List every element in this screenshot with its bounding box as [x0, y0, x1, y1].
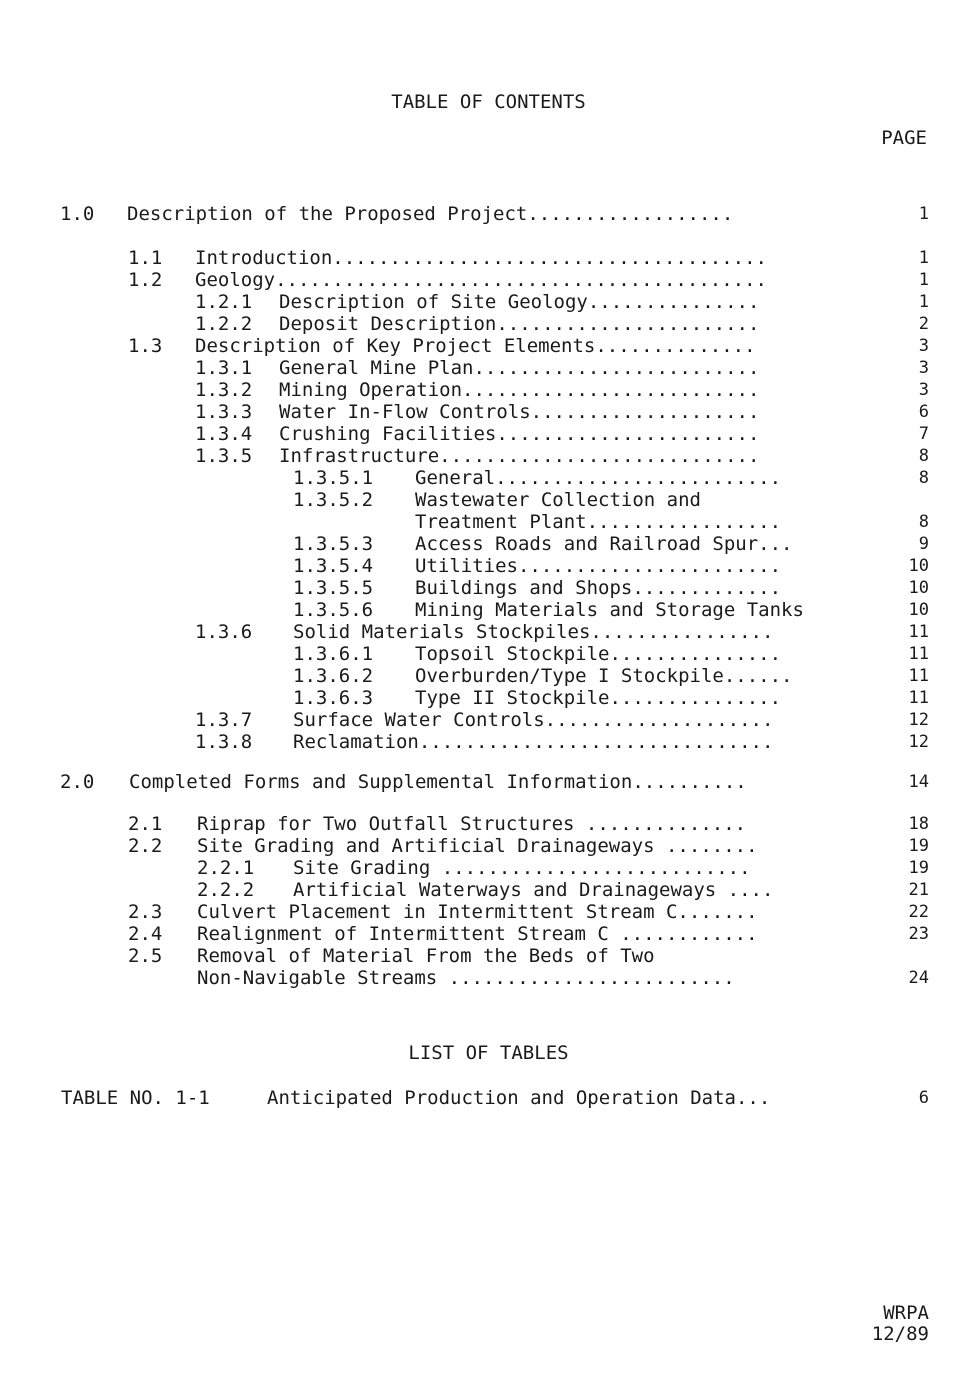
toc-entry	[0, 423, 977, 445]
toc-entry	[0, 945, 977, 967]
toc-entry-title: Riprap for Two Outfall Structures ..............	[197, 813, 747, 835]
toc-entry-page: 3	[918, 380, 929, 400]
toc-entry	[0, 401, 977, 423]
table-entry	[0, 1087, 977, 1109]
toc-entry-title: Site Grading ...........................	[293, 857, 751, 879]
toc-entry	[0, 511, 977, 533]
toc-entry-number: 1.3.5.6	[293, 599, 374, 621]
toc-entry-number: 2.2.2	[197, 879, 255, 901]
toc-entry-page: 2	[918, 314, 929, 334]
toc-entry-page: 1	[918, 292, 929, 312]
toc-entry	[0, 771, 977, 793]
toc-entry	[0, 445, 977, 467]
toc-entry-title: Geology...........................................	[195, 269, 767, 291]
toc-entry-number: 1.2.2	[195, 313, 253, 335]
toc-entry-page: 10	[908, 556, 929, 576]
toc-entry	[0, 709, 977, 731]
table-entry-page: 6	[918, 1088, 929, 1108]
toc-entry-number: 1.3.3	[195, 401, 253, 423]
toc-entry-title: Mining Materials and Storage Tanks	[415, 599, 804, 621]
toc-entry	[0, 901, 977, 923]
toc-entry-page: 24	[908, 968, 929, 988]
footer-date: 12/89	[871, 1323, 929, 1345]
toc-entry-number: 1.0	[60, 203, 95, 225]
toc-entry	[0, 665, 977, 687]
toc-entry	[0, 577, 977, 599]
toc-entry-number: 2.3	[128, 901, 163, 923]
toc-entry-number: 2.2.1	[197, 857, 255, 879]
toc-entry-title: Culvert Placement in Intermittent Stream C.......	[197, 901, 758, 923]
toc-entry	[0, 687, 977, 709]
page-column-header: PAGE	[881, 127, 927, 149]
toc-entry	[0, 357, 977, 379]
toc-entry-title: Removal of Material From the Beds of Two	[197, 945, 655, 967]
toc-entry-page: 3	[918, 358, 929, 378]
toc-entry-page: 1	[918, 204, 929, 224]
toc-entry	[0, 923, 977, 945]
toc-entry	[0, 489, 977, 511]
toc-entry	[0, 291, 977, 313]
toc-entry-number: 1.3.5.1	[293, 467, 374, 489]
toc-entry-number: 1.3.5.2	[293, 489, 374, 511]
toc-entry-page: 1	[918, 248, 929, 268]
toc-entry-number: 1.2.1	[195, 291, 253, 313]
toc-entry	[0, 621, 977, 643]
toc-entry-title: General Mine Plan.........................	[279, 357, 760, 379]
toc-entry-number: 1.3.5.5	[293, 577, 374, 599]
toc-entry	[0, 203, 977, 225]
toc-entry	[0, 467, 977, 489]
toc-entry	[0, 967, 977, 989]
toc-entry-title: Surface Water Controls....................	[293, 709, 774, 731]
toc-entry-number: 2.5	[128, 945, 163, 967]
toc-entry-number: 1.3.7	[195, 709, 253, 731]
toc-entry-page: 18	[908, 814, 929, 834]
toc-entry	[0, 313, 977, 335]
toc-entry-title: Treatment Plant.................	[415, 511, 782, 533]
toc-entry-page: 10	[908, 578, 929, 598]
toc-entry-number: 1.3.6.3	[293, 687, 374, 709]
toc-entry-number: 1.3.6.2	[293, 665, 374, 687]
toc-entry-page: 12	[908, 732, 929, 752]
toc-entry-title: General.........................	[415, 467, 782, 489]
toc-entry	[0, 533, 977, 555]
toc-entry	[0, 335, 977, 357]
toc-entry-number: 1.3.2	[195, 379, 253, 401]
toc-entry-title: Introduction......................................	[195, 247, 767, 269]
table-entry-label: TABLE NO. 1-1	[61, 1087, 210, 1109]
toc-entry-number: 1.3	[128, 335, 163, 357]
toc-entry-number: 1.3.8	[195, 731, 253, 753]
toc-entry	[0, 813, 977, 835]
toc-entry-number: 2.1	[128, 813, 163, 835]
toc-entry	[0, 835, 977, 857]
toc-entry-number: 1.1	[128, 247, 163, 269]
toc-entry-number: 1.3.6.1	[293, 643, 374, 665]
toc-entry-page: 7	[918, 424, 929, 444]
toc-entry-title: Access Roads and Railroad Spur...	[415, 533, 793, 555]
toc-entry-number: 2.4	[128, 923, 163, 945]
toc-entry-title: Reclamation...............................	[293, 731, 774, 753]
toc-entry-title: Overburden/Type I Stockpile......	[415, 665, 793, 687]
toc-entry	[0, 731, 977, 753]
toc-entry-page: 12	[908, 710, 929, 730]
toc-entry-title: Non-Navigable Streams .........................	[197, 967, 735, 989]
toc-entry	[0, 555, 977, 577]
toc-entry-page: 11	[908, 688, 929, 708]
toc-entry-title: Description of Site Geology...............	[279, 291, 760, 313]
toc-entry-page: 1	[918, 270, 929, 290]
toc-entry-number: 1.3.5.4	[293, 555, 374, 577]
toc-entry	[0, 879, 977, 901]
footer-org: WRPA	[883, 1302, 929, 1324]
toc-entry-page: 8	[918, 468, 929, 488]
toc-entry	[0, 599, 977, 621]
toc-entry-title: Wastewater Collection and	[415, 489, 701, 511]
toc-entry-number: 2.0	[60, 771, 95, 793]
table-entry-title: Anticipated Production and Operation Data...	[267, 1087, 771, 1109]
toc-entry	[0, 857, 977, 879]
toc-entry-title: Realignment of Intermittent Stream C ............	[197, 923, 758, 945]
toc-entry-page: 9	[918, 534, 929, 554]
toc-entry-page: 14	[908, 772, 929, 792]
toc-entry-number: 1.3.5	[195, 445, 253, 467]
toc-entry-title: Buildings and Shops.............	[415, 577, 782, 599]
toc-entry-page: 11	[908, 644, 929, 664]
toc-entry-number: 1.2	[128, 269, 163, 291]
toc-entry-title: Deposit Description.......................	[279, 313, 760, 335]
toc-entry-page: 11	[908, 666, 929, 686]
toc-entry-page: 10	[908, 600, 929, 620]
toc-entry-page: 23	[908, 924, 929, 944]
toc-entry-title: Description of the Proposed Project..................	[127, 203, 734, 225]
toc-entry-title: Site Grading and Artificial Drainageways ........	[197, 835, 758, 857]
toc-entry-title: Artificial Waterways and Drainageways ....	[293, 879, 774, 901]
toc-entry-page: 19	[908, 836, 929, 856]
toc-entry-page: 3	[918, 336, 929, 356]
list-of-tables-title: LIST OF TABLES	[408, 1042, 569, 1064]
toc-entry	[0, 269, 977, 291]
toc-entry	[0, 247, 977, 269]
toc-entry-page: 8	[918, 512, 929, 532]
toc-entry-title: Description of Key Project Elements..............	[195, 335, 756, 357]
toc-entry-title: Completed Forms and Supplemental Information..........	[129, 771, 747, 793]
toc-entry	[0, 379, 977, 401]
toc-entry-page: 19	[908, 858, 929, 878]
toc-entry-title: Mining Operation..........................	[279, 379, 760, 401]
toc-entry-title: Water In-Flow Controls....................	[279, 401, 760, 423]
toc-entry-page: 6	[918, 402, 929, 422]
toc-entry-page: 21	[908, 880, 929, 900]
toc-entry	[0, 643, 977, 665]
toc-title: TABLE OF CONTENTS	[391, 91, 586, 113]
toc-entry-number: 2.2	[128, 835, 163, 857]
toc-entry-title: Crushing Facilities.......................	[279, 423, 760, 445]
toc-entry-title: Topsoil Stockpile...............	[415, 643, 782, 665]
toc-entry-number: 1.3.6	[195, 621, 253, 643]
toc-entry-number: 1.3.1	[195, 357, 253, 379]
toc-entry-number: 1.3.5.3	[293, 533, 374, 555]
toc-entry-page: 11	[908, 622, 929, 642]
toc-entry-number: 1.3.4	[195, 423, 253, 445]
toc-entry-page: 22	[908, 902, 929, 922]
toc-entry-page: 8	[918, 446, 929, 466]
toc-entry-title: Solid Materials Stockpiles................	[293, 621, 774, 643]
toc-entry-title: Infrastructure............................	[279, 445, 760, 467]
toc-entry-title: Type II Stockpile...............	[415, 687, 782, 709]
toc-entry-title: Utilities.......................	[415, 555, 782, 577]
